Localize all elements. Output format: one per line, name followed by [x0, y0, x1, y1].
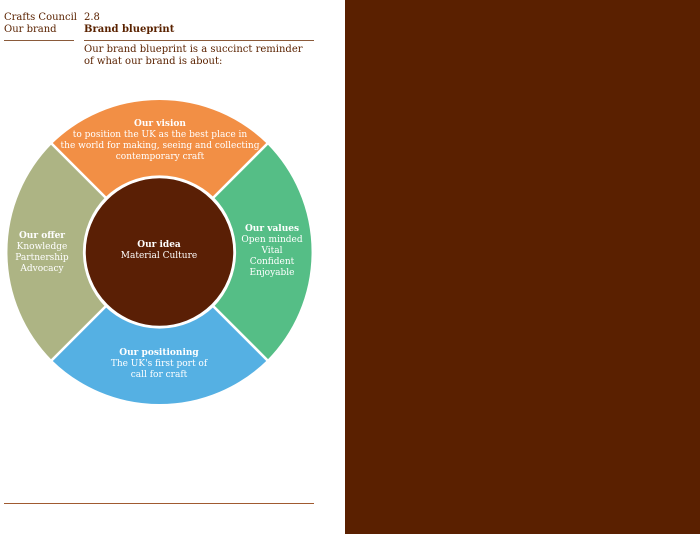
positioning-title: Our positioning: [119, 348, 199, 358]
offer-title: Our offer: [18, 231, 66, 241]
values-text: [232, 224, 312, 279]
vision-line: contemporary craft: [115, 152, 205, 162]
offer-line: Advocacy: [20, 264, 64, 274]
offer-line: Partnership: [15, 253, 69, 263]
offer-text: [6, 231, 78, 275]
vision-text: [50, 119, 270, 163]
left-page: [0, 0, 345, 534]
section-number: 2.8: [84, 12, 100, 23]
values-line: Confident: [249, 257, 295, 267]
vision-title: Our vision: [134, 119, 186, 129]
idea-line: Material Culture: [120, 251, 198, 261]
values-title: Our values: [244, 224, 300, 234]
vision-line: the world for making, seeing and collecting: [60, 141, 260, 151]
org-name: Crafts Council: [4, 12, 77, 23]
org-subtitle: Our brand: [4, 24, 57, 35]
idea-title: Our idea: [137, 240, 181, 250]
section-title: Brand blueprint: [84, 24, 175, 35]
intro-text: Our brand blueprint is a succinct reminder of what our brand is about:: [84, 44, 303, 67]
idea-text: [109, 240, 209, 262]
values-line: Open minded: [241, 235, 303, 245]
offer-line: Knowledge: [16, 242, 68, 252]
positioning-line: The UK's first port of: [110, 359, 208, 369]
positioning-text: [99, 348, 219, 381]
values-line: Vital: [261, 246, 283, 256]
right-brown-panel: [345, 0, 700, 534]
vision-line: to position the UK as the best place in: [72, 130, 248, 140]
positioning-line: call for craft: [130, 370, 188, 380]
values-line: Enjoyable: [249, 268, 295, 278]
footer-rule: [4, 503, 314, 504]
